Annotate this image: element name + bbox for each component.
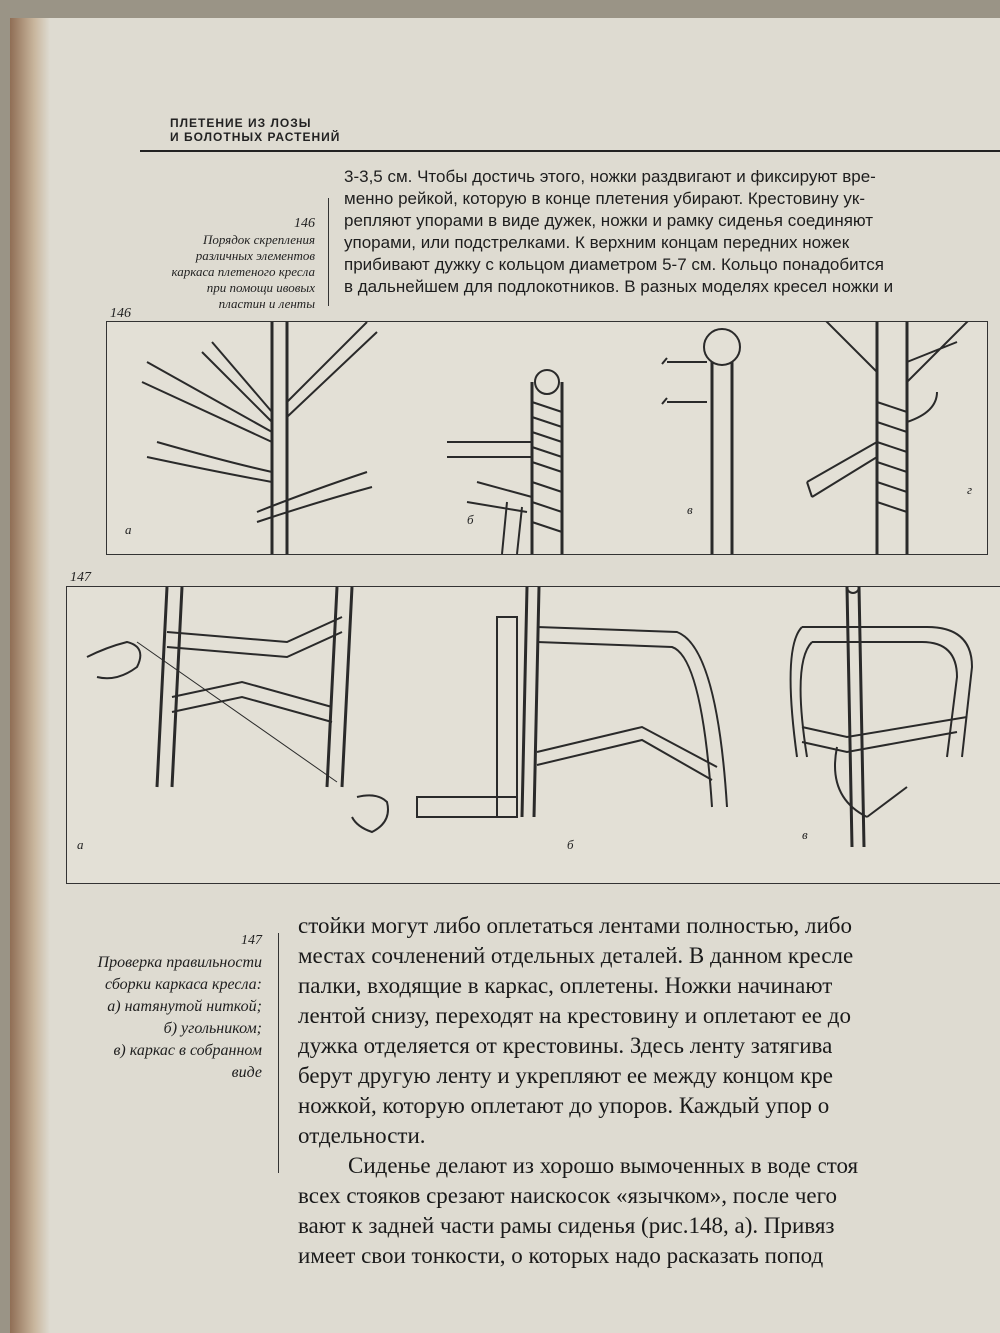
text-line: лентой снизу, переходят на крестовину и оплетают ее до [298,1003,851,1028]
caption-number: 147 [241,933,262,948]
text-line: прибивают дужку с кольцом диаметром 5-7 см. Кольцо понадобится [344,255,884,274]
caption-line: пластин и ленты [218,296,315,311]
text-line: репляют упорами в виде дужек, ножки и рамку сиденья соединяют [344,211,874,230]
text-line: имеет свои тонкости, о которых надо раcказать попод [298,1243,824,1268]
figure-146-illustration [106,321,988,555]
chair-frame-check-drawings [67,587,1000,883]
text-line: Сиденье делают из хорошо вымоченных в воде стоя [348,1153,859,1178]
figure-147-number: 147 [70,570,91,585]
text-line: палки, входящие в каркас, оплетены. Ножки начинают [298,973,833,998]
running-head [170,116,340,144]
text-line: всех стояков срезают наискосок «язычком», после чего [298,1183,837,1208]
caption-divider [278,933,279,1173]
caption-line: Порядок скрепления [202,232,315,247]
label-a: а [125,522,132,537]
caption-line: Проверка правильности [97,954,262,971]
label-v: в [802,827,808,842]
caption-line: сборки каркаса кресла: [104,976,262,993]
caption-line: при помощи ивовых [206,280,315,295]
text-line: отдельности. [298,1123,426,1148]
running-head-line: И БОЛОТНЫХ РАСТЕНИЙ [170,130,341,144]
label-b: б [567,837,574,852]
main-paragraph [298,911,1000,1271]
text-line: стойки могут либо оплетаться лентами полностью, либо [298,913,852,938]
text-line: 3-3,5 см. Чтобы достичь этого, ножки раздвигают и фиксируют вре- [344,167,876,186]
caption-line: в) каркас в собранном [113,1042,262,1059]
top-paragraph [344,166,994,298]
text-line: вают к задней части рамы сиденья (рис.148, а). Привяз [298,1213,835,1238]
caption-line: а) натянутой ниткой; [107,998,262,1015]
label-b: б [467,512,474,527]
label-g: г [967,482,973,497]
text-line: местах сочленений отдельных деталей. В данном кресле [298,943,854,968]
figure-147-illustration [66,586,1000,884]
header-rule [140,150,1000,152]
caption-number: 146 [294,216,315,231]
text-line: дужка отделяется от крестовины. Здесь ленту затягива [298,1033,833,1058]
figure-146-caption [150,216,315,312]
caption-divider [328,198,329,306]
book-page [10,18,1000,1333]
caption-line: различных элементов [195,248,315,263]
text-line: в дальнейшем для подлокотников. В разных моделях кресел ножки и [344,277,894,296]
label-v: в [687,502,693,517]
figure-147-caption [30,930,262,1084]
caption-line: виде [231,1064,262,1081]
text-line: менно рейкой, которую в конце плетения убирают. Крестовину ук- [344,189,866,208]
text-line: берут другую ленту и укрепляют ее между концом кре [298,1063,833,1088]
text-line: ножкой, которую оплетают до упоров. Каждый упор о [298,1093,830,1118]
figure-146-number: 146 [110,306,131,321]
book-spine [10,18,50,1333]
running-head-line: ПЛЕТЕНИЕ ИЗ ЛОЗЫ [170,116,312,130]
caption-line: каркаса плетеного кресла [171,264,315,279]
text-line: упорами, или подстрелками. К верхним концам передних ножек [344,233,850,252]
caption-line: б) угольником; [163,1020,262,1037]
label-a: а [77,837,84,852]
willow-joint-drawings [107,322,987,554]
